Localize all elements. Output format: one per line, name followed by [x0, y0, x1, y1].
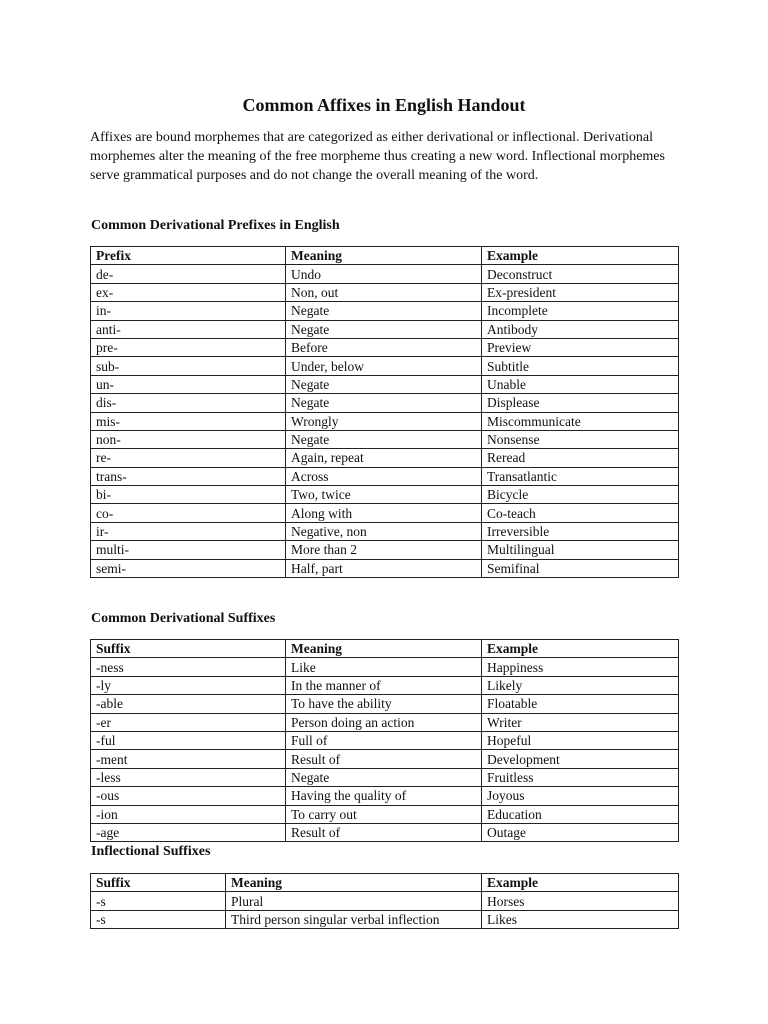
column-header: Meaning	[226, 874, 482, 892]
table-cell: Again, repeat	[286, 449, 482, 467]
table-cell: bi-	[91, 486, 286, 504]
table-cell: Transatlantic	[482, 467, 679, 485]
table-cell: Likes	[482, 910, 679, 928]
table-cell: Negate	[286, 320, 482, 338]
table-cell: -er	[91, 713, 286, 731]
table-cell: Horses	[482, 892, 679, 910]
table-cell: mis-	[91, 412, 286, 430]
table-cell: To carry out	[286, 805, 482, 823]
table-cell: Bicycle	[482, 486, 679, 504]
table-cell: To have the ability	[286, 695, 482, 713]
table-cell: Negate	[286, 768, 482, 786]
table-row	[91, 823, 679, 841]
table-header-row	[91, 874, 679, 892]
table-cell: Subtitle	[482, 357, 679, 375]
table-cell: Multilingual	[482, 541, 679, 559]
table-row	[91, 713, 679, 731]
table-cell: de-	[91, 265, 286, 283]
table-cell: Writer	[482, 713, 679, 731]
table-cell: Outage	[482, 823, 679, 841]
table-cell: non-	[91, 430, 286, 448]
table-cell: Under, below	[286, 357, 482, 375]
table-cell: semi-	[91, 559, 286, 577]
table-cell: -age	[91, 823, 286, 841]
table-cell: ir-	[91, 522, 286, 540]
table-row	[91, 486, 679, 504]
table-row	[91, 338, 679, 356]
table-cell: Incomplete	[482, 302, 679, 320]
table-row	[91, 430, 679, 448]
column-header: Example	[482, 640, 679, 658]
table-cell: Antibody	[482, 320, 679, 338]
table-cell: re-	[91, 449, 286, 467]
table-cell: in-	[91, 302, 286, 320]
table-cell: Unable	[482, 375, 679, 393]
table-cell: sub-	[91, 357, 286, 375]
table-row	[91, 357, 679, 375]
table-cell: Having the quality of	[286, 787, 482, 805]
table-cell: Negate	[286, 430, 482, 448]
table-cell: More than 2	[286, 541, 482, 559]
table-cell: Co-teach	[482, 504, 679, 522]
table-cell: Likely	[482, 676, 679, 694]
table-cell: Deconstruct	[482, 265, 679, 283]
table-cell: Irreversible	[482, 522, 679, 540]
table-cell: dis-	[91, 394, 286, 412]
table-row	[91, 302, 679, 320]
table-cell: -able	[91, 695, 286, 713]
table-cell: -s	[91, 892, 226, 910]
table-cell: Miscommunicate	[482, 412, 679, 430]
column-header: Example	[482, 247, 679, 265]
table-row	[91, 750, 679, 768]
prefixes-heading: Common Derivational Prefixes in English	[91, 218, 340, 233]
table-row	[91, 412, 679, 430]
table-row	[91, 522, 679, 540]
table-row	[91, 768, 679, 786]
table-row	[91, 265, 679, 283]
table-cell: -ion	[91, 805, 286, 823]
table-cell: multi-	[91, 541, 286, 559]
table-cell: Negate	[286, 302, 482, 320]
table-cell: Floatable	[482, 695, 679, 713]
table-cell: Nonsense	[482, 430, 679, 448]
table-cell: Negative, non	[286, 522, 482, 540]
intro-paragraph: Affixes are bound morphemes that are categorized as either derivational or inflectional. Derivational morphemes alter the meaning of the free morpheme thus creating a new word. Inflectional morphemes serve grammatical purposes and do not change the overall meaning of the word.	[90, 130, 665, 183]
table-row	[91, 731, 679, 749]
table-header-row	[91, 640, 679, 658]
table-row	[91, 467, 679, 485]
column-header: Meaning	[286, 640, 482, 658]
suffixes-heading: Common Derivational Suffixes	[91, 611, 276, 626]
table-cell: -ment	[91, 750, 286, 768]
table-row	[91, 559, 679, 577]
table-cell: anti-	[91, 320, 286, 338]
table-row	[91, 658, 679, 676]
column-header: Suffix	[91, 874, 226, 892]
table-cell: Reread	[482, 449, 679, 467]
table-cell: Wrongly	[286, 412, 482, 430]
table-cell: un-	[91, 375, 286, 393]
column-header: Example	[482, 874, 679, 892]
table-cell: Person doing an action	[286, 713, 482, 731]
table-cell: Hopeful	[482, 731, 679, 749]
table-cell: Non, out	[286, 283, 482, 301]
table-cell: -ful	[91, 731, 286, 749]
table-cell: Negate	[286, 375, 482, 393]
inflectional-heading: Inflectional Suffixes	[91, 844, 211, 859]
table-cell: Development	[482, 750, 679, 768]
table-row	[91, 504, 679, 522]
table-row	[91, 320, 679, 338]
column-header: Suffix	[91, 640, 286, 658]
table-cell: Fruitless	[482, 768, 679, 786]
table-row	[91, 695, 679, 713]
table-cell: Negate	[286, 394, 482, 412]
table-row	[91, 394, 679, 412]
table-cell: Like	[286, 658, 482, 676]
table-cell: -ness	[91, 658, 286, 676]
column-header: Prefix	[91, 247, 286, 265]
table-cell: -less	[91, 768, 286, 786]
table-cell: Across	[286, 467, 482, 485]
table-header-row	[91, 247, 679, 265]
table-cell: Displease	[482, 394, 679, 412]
table-cell: Third person singular verbal inflection	[226, 910, 482, 928]
table-cell: In the manner of	[286, 676, 482, 694]
table-row	[91, 283, 679, 301]
table-cell: Result of	[286, 823, 482, 841]
table-cell: -s	[91, 910, 226, 928]
table-row	[91, 375, 679, 393]
table-row	[91, 892, 679, 910]
table-row	[91, 449, 679, 467]
table-cell: Joyous	[482, 787, 679, 805]
table-cell: Ex-president	[482, 283, 679, 301]
table-row	[91, 787, 679, 805]
table-row	[91, 541, 679, 559]
page-title: Common Affixes in English Handout	[242, 95, 526, 115]
inflectional-table	[90, 873, 679, 929]
table-cell: Along with	[286, 504, 482, 522]
table-cell: Half, part	[286, 559, 482, 577]
table-cell: Before	[286, 338, 482, 356]
table-cell: Undo	[286, 265, 482, 283]
table-cell: Full of	[286, 731, 482, 749]
table-cell: co-	[91, 504, 286, 522]
table-cell: Semifinal	[482, 559, 679, 577]
table-cell: Education	[482, 805, 679, 823]
table-row	[91, 676, 679, 694]
table-cell: Happiness	[482, 658, 679, 676]
table-cell: -ly	[91, 676, 286, 694]
table-cell: -ous	[91, 787, 286, 805]
table-cell: Two, twice	[286, 486, 482, 504]
column-header: Meaning	[286, 247, 482, 265]
table-cell: ex-	[91, 283, 286, 301]
table-cell: Preview	[482, 338, 679, 356]
table-cell: pre-	[91, 338, 286, 356]
suffixes-table	[90, 639, 679, 842]
table-cell: Plural	[226, 892, 482, 910]
table-row	[91, 805, 679, 823]
table-row	[91, 910, 679, 928]
table-cell: Result of	[286, 750, 482, 768]
table-cell: trans-	[91, 467, 286, 485]
prefixes-table	[90, 246, 679, 578]
